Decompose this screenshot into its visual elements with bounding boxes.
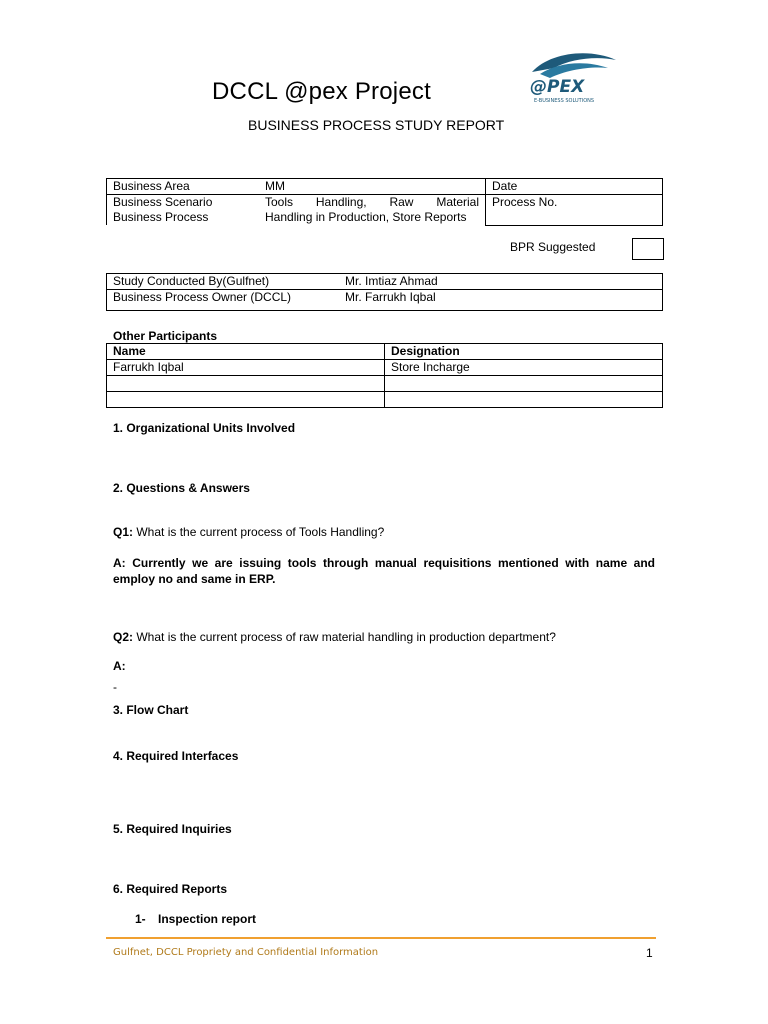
participant-name — [107, 392, 385, 408]
column-header-name: Name — [107, 344, 385, 360]
info-right: Process No. — [486, 195, 663, 226]
document-title: DCCL @pex Project — [212, 78, 431, 105]
table-row — [107, 392, 663, 408]
section-questions-answers: 2. Questions & Answers — [113, 481, 250, 495]
question-2: Q2: What is the current process of raw material handling in production department? — [113, 630, 556, 644]
document-subtitle: BUSINESS PROCESS STUDY REPORT — [248, 117, 505, 133]
column-header-designation: Designation — [385, 344, 663, 360]
bpr-suggested-label: BPR Suggested — [510, 240, 596, 254]
study-value: Mr. Imtiaz Ahmad — [339, 274, 663, 290]
participant-name — [107, 376, 385, 392]
logo-text: @PEX — [530, 77, 585, 97]
info-label: Business Area — [107, 179, 260, 195]
footer-confidential-text: Gulfnet, DCCL Propriety and Confidential Information — [113, 947, 379, 958]
section-required-reports: 6. Required Reports — [113, 882, 228, 896]
logo-tagline: E-BUSINESS SOLUTIONS — [534, 98, 595, 104]
participant-designation: Store Incharge — [385, 360, 663, 376]
table-row — [107, 360, 663, 376]
report-item-number: 1- — [135, 912, 146, 926]
section-flow-chart: 3. Flow Chart — [113, 703, 189, 717]
answer-2: A: — [113, 659, 126, 673]
info-label: Business Scenario Business Process — [107, 195, 260, 226]
page-number: 1 — [646, 946, 653, 960]
info-value: Tools Handling, Raw Material Handling in Production, Store Reports — [259, 195, 486, 226]
section-required-interfaces: 4. Required Interfaces — [113, 749, 239, 763]
question-1: Q1: What is the current process of Tools Handling? — [113, 525, 385, 539]
study-label: Study Conducted By(Gulfnet) — [107, 274, 340, 290]
section-required-inquiries: 5. Required Inquiries — [113, 822, 232, 836]
apex-logo — [520, 46, 620, 106]
info-value: MM — [259, 179, 486, 195]
participants-table — [106, 343, 663, 408]
info-table — [106, 178, 663, 226]
dash-marker: - — [113, 680, 117, 694]
other-participants-heading: Other Participants — [113, 329, 218, 343]
participant-name: Farrukh Iqbal — [107, 360, 385, 376]
info-right: Date — [486, 179, 663, 195]
study-table — [106, 273, 663, 311]
bpr-suggested-checkbox[interactable] — [632, 238, 664, 260]
study-value: Mr. Farrukh Iqbal — [339, 290, 663, 311]
participant-designation — [385, 376, 663, 392]
section-org-units: 1. Organizational Units Involved — [113, 421, 296, 435]
answer-1: A: Currently we are issuing tools through manual requisitions mentioned with name and employ no and same in ERP. — [113, 556, 655, 586]
table-row — [107, 376, 663, 392]
participant-designation — [385, 392, 663, 408]
footer-divider — [106, 937, 656, 939]
report-item-inspection: Inspection report — [158, 912, 257, 926]
study-label: Business Process Owner (DCCL) — [107, 290, 340, 311]
